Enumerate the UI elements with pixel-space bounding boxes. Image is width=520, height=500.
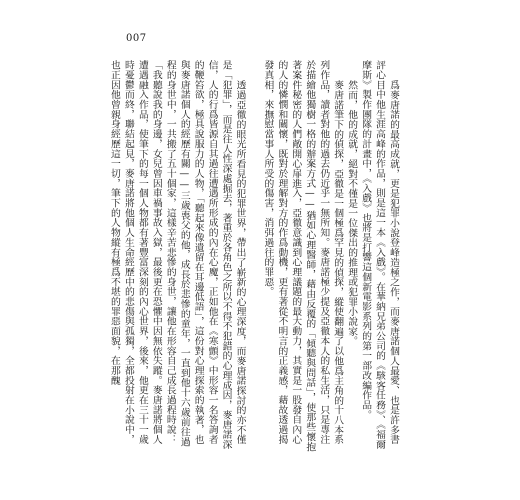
paragraph: 然而，他的成就，絕對不僅是一位傑出的推理或犯罪小說家。	[346, 79, 358, 346]
paragraph: 麥唐諾筆下的偵探，亞徹是一個極爲罕見的偵探，縱使翻遍了以他爲主角的十八本系列作品，讀者對他的過去仍近乎一無所知。麥唐諾極少提及亞徹本人的私生活，只是專注於描繪他獨樹一格的辦案方式——猶如心理醫師，藉由反覆的「傾聽與問話」，使那些懷抱著案件秘密的人們敞開心扉進入，亞徹意識到心理議題的最大動力，其實是一股發自內心的人的憐憫和關懷，既對於理解對方的作爲動機，更有著從不明言的正義感，藉故透過揭發真相，來撫慰當事人所受的傷害，消弭過往的罪惡。	[262, 60, 344, 452]
paragraph: 透過亞徹的眼光所看見的犯罪世界，帶出了嶄新的心理深度，而麥唐諾探討的亦不僅是「犯罪」，而是往人性深處掘去，著重於各角色之所以不得不犯錯的心理成因，麥唐諾深信，人的行爲皆源自其過往遭遇所形成的內在心魔，正如他在《寒顫》中形容一名答詢者的鞭笞欲，極具說服力的人物，「聽起來像遺留在耳邊低語」，這份對心理探索的執著，也與麥唐諾個人的經歷有關——三歲喪父的他，成長於悲慘的童年，一直到他十六歲前往過程的身世中，一共搬了五十個家，這樣辛苦悲慘的身世，讓他在形容自己成長過程時說：「我聽說我的身邊，女兒曾因車禍事故入獄，最後更在恐懼中因無依失蹤。麥唐諾將個人遭遇融入作品，使筆下的每一個人物都有著豐富深刻的內心世界，後來，他更在三十一歲時憂鬱而終，聯結起見，麥唐諾將他個人生命經歷中的悲傷與孤獨，全都投射在小說中，也正因他曾親身經歷這一切，筆下的人物縱有極爲不堪的罪惡面貌，在那醜	[108, 60, 246, 450]
page-number: 007	[126, 33, 147, 44]
body-text	[93, 60, 400, 452]
paragraph: 爲麥唐諾的最高成就，更是犯罪小說登峰造極之作，而麥唐諾個人最愛、也是許多書評心目中他生涯高峰的作品，則是這一本《入戲》。在華納兄弟公司的《駭客任務》、《福爾摩斯》製作團隊的計畫中，《入戲》也將是打響這個新電影系列的第一部改編作品。	[360, 60, 399, 450]
